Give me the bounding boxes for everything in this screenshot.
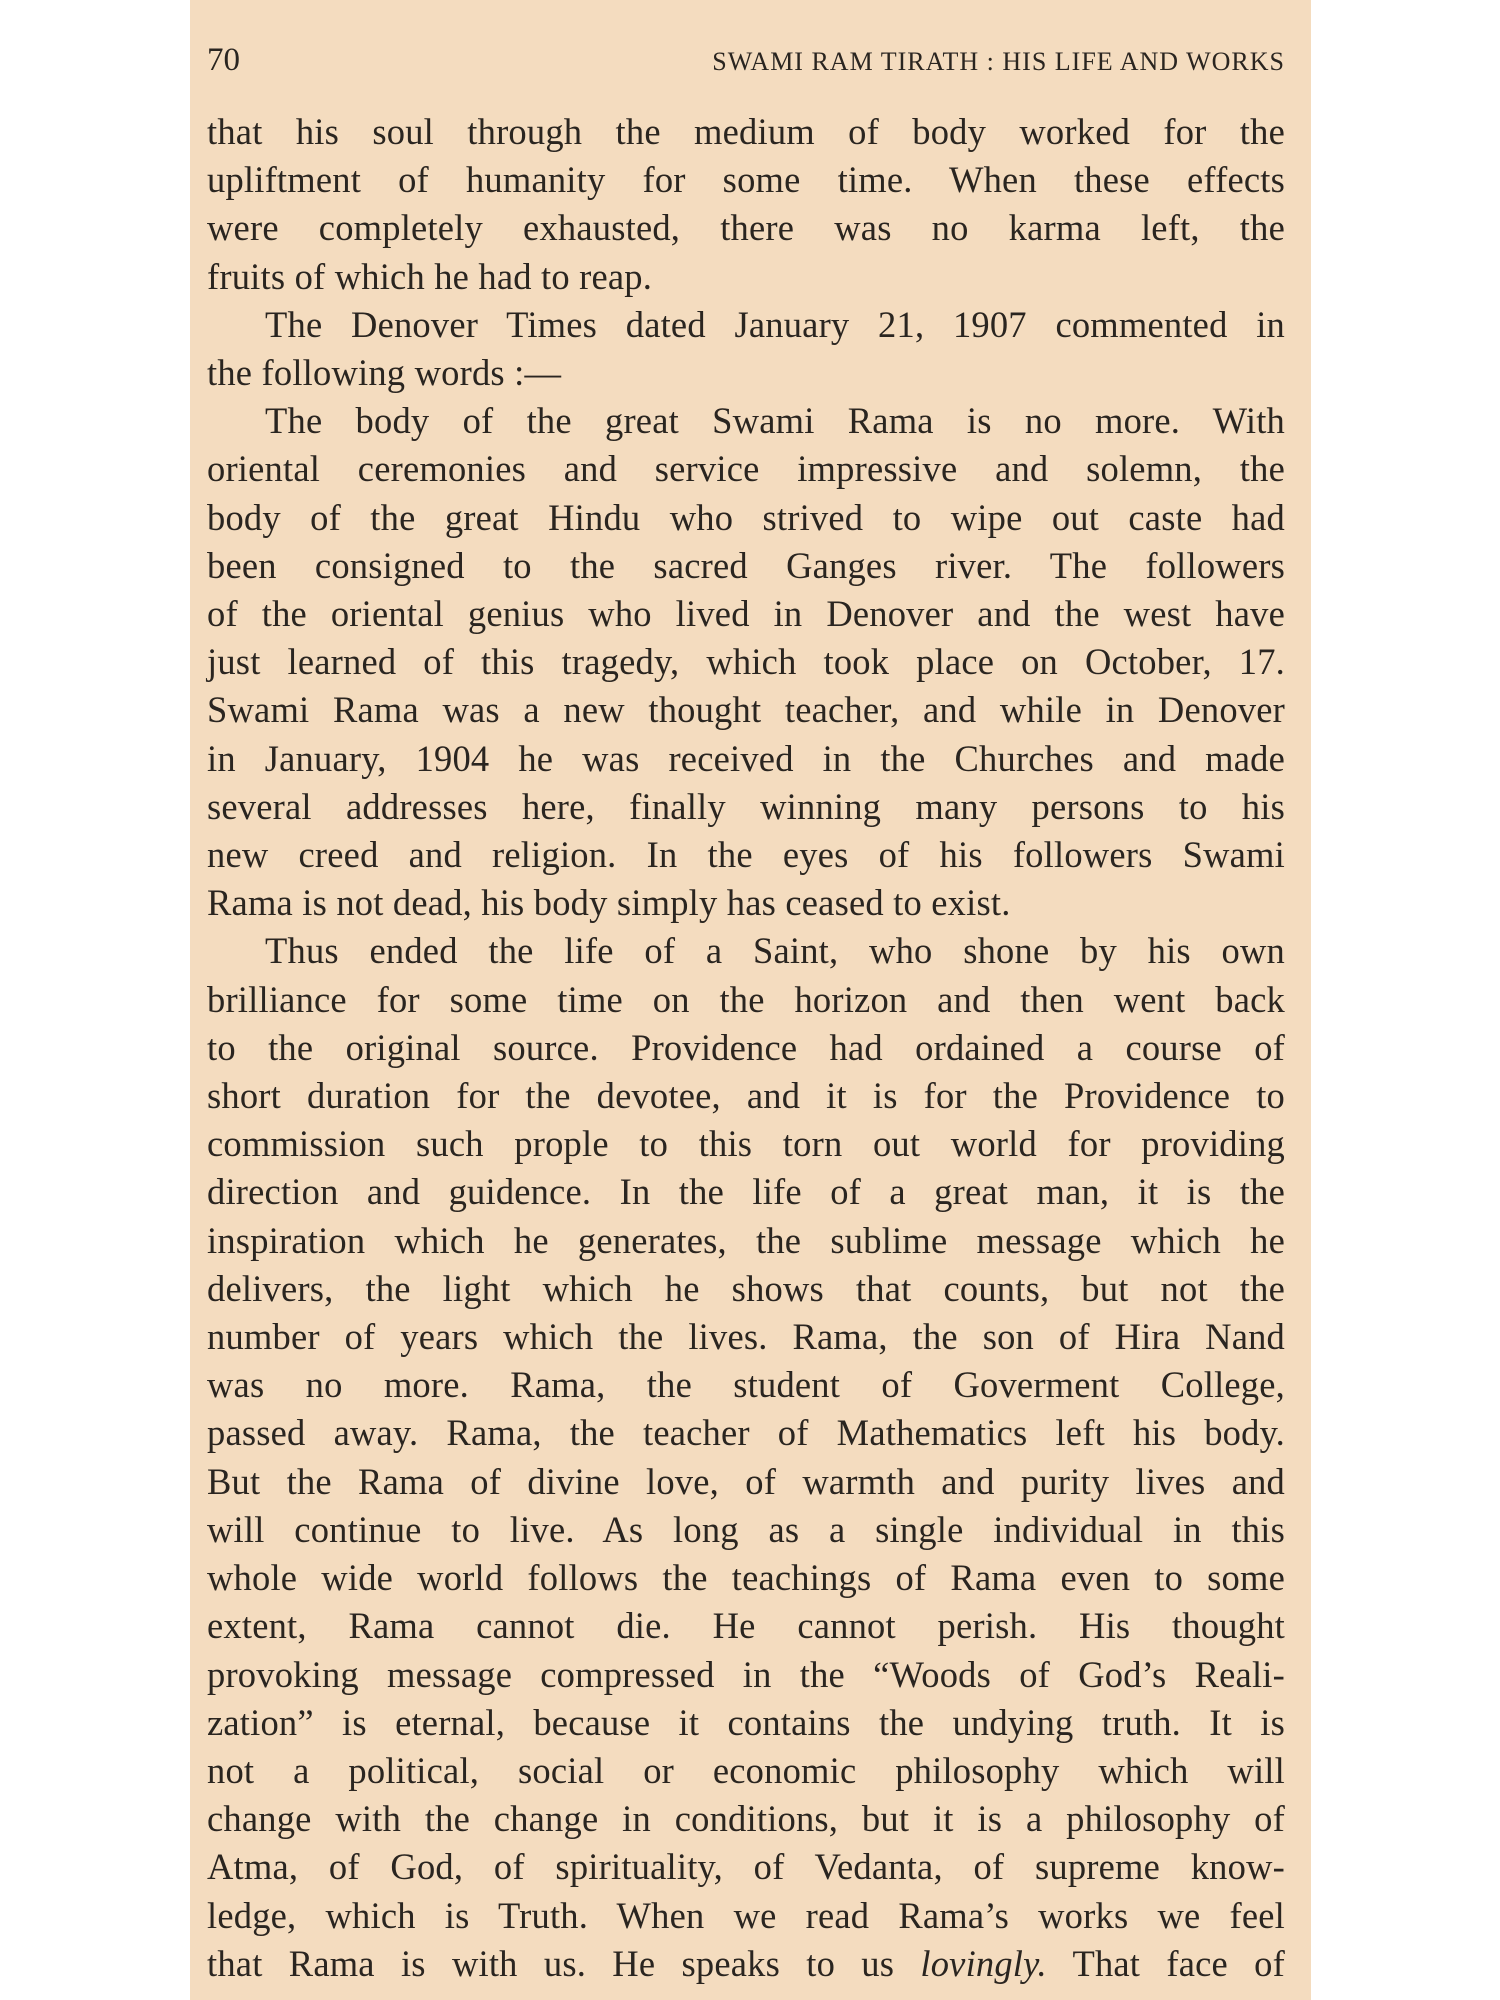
text-line: body of the great Hindu who strived to wipe out caste had [207, 496, 1285, 538]
text-line: inspiration which he generates, the sublime message which he [207, 1219, 1285, 1261]
text-line: were completely exhausted, there was no karma left, the [207, 207, 1285, 249]
text-line: Atma, of God, of spirituality, of Vedanta, of supreme know- [207, 1846, 1285, 1888]
text-line: been consigned to the sacred Ganges river. The followers [207, 544, 1285, 586]
text-line: upliftment of humanity for some time. When these effects [207, 159, 1285, 201]
book-page [190, 0, 1311, 2000]
page-header [207, 42, 1285, 102]
text-line: Thus ended the life of a Saint, who shone by his own [265, 930, 1285, 972]
page-number: 70 [207, 42, 240, 78]
text-line: direction and guidence. In the life of a great man, it is the [207, 1171, 1285, 1213]
text-line: commission such prople to this torn out world for providing [207, 1123, 1285, 1165]
italic-word: lovingly. [920, 1942, 1047, 1984]
text-line: But the Rama of divine love, of warmth and purity lives and [207, 1460, 1285, 1502]
text-line: The body of the great Swami Rama is no more. With [265, 400, 1285, 442]
text-line: that his soul through the medium of body worked for the [207, 111, 1285, 152]
text-segment: That face of [1046, 1942, 1285, 1984]
text-line: Rama is not dead, his body simply has ceased to exist. [207, 882, 1011, 924]
text-line: oriental ceremonies and service impressive and solemn, the [207, 448, 1285, 490]
text-line: provoking message compressed in the “Woods of God’s Reali- [207, 1653, 1285, 1695]
text-line: passed away. Rama, the teacher of Mathematics left his body. [207, 1412, 1285, 1454]
text-line: The Denover Times dated January 21, 1907 commented in [265, 303, 1285, 345]
text-line: of the oriental genius who lived in Denover and the west have [207, 593, 1285, 635]
text-line: whole wide world follows the teachings of Rama even to some [207, 1557, 1285, 1599]
text-line: in January, 1904 he was received in the Churches and made [207, 737, 1285, 779]
text-line: the following words :— [207, 352, 562, 394]
text-line: extent, Rama cannot die. He cannot perish. His thought [207, 1605, 1285, 1647]
text-line: several addresses here, finally winning many persons to his [207, 785, 1285, 827]
body-text [207, 108, 1285, 1988]
text-line: change with the change in conditions, but it is a philosophy of [207, 1798, 1285, 1840]
running-title: SWAMI RAM TIRATH : HIS LIFE AND WORKS [712, 47, 1285, 76]
text-segment: that Rama is with us. He speaks to us [207, 1942, 921, 1984]
text-line: new creed and religion. In the eyes of his followers Swami [207, 834, 1285, 876]
text-line: Swami Rama was a new thought teacher, and while in Denover [207, 689, 1285, 731]
text-line: zation” is eternal, because it contains the undying truth. It is [207, 1701, 1285, 1743]
text-line: short duration for the devotee, and it is for the Providence to [207, 1075, 1285, 1117]
text-line: was no more. Rama, the student of Goverment College, [207, 1364, 1285, 1406]
text-line: brilliance for some time on the horizon and then went back [207, 978, 1285, 1020]
text-line: delivers, the light which he shows that counts, but not the [207, 1267, 1285, 1309]
text-line: fruits of which he had to reap. [207, 255, 653, 297]
text-line: ledge, which is Truth. When we read Rama’s works we feel [207, 1894, 1285, 1936]
text-line: to the original source. Providence had ordained a course of [207, 1026, 1285, 1068]
text-line: will continue to live. As long as a single individual in this [207, 1508, 1285, 1550]
text-line [207, 1940, 1285, 1988]
text-line: number of years which the lives. Rama, the son of Hira Nand [207, 1316, 1285, 1358]
text-line: just learned of this tragedy, which took place on October, 17. [207, 641, 1285, 683]
text-line: not a political, social or economic philosophy which will [207, 1749, 1285, 1791]
